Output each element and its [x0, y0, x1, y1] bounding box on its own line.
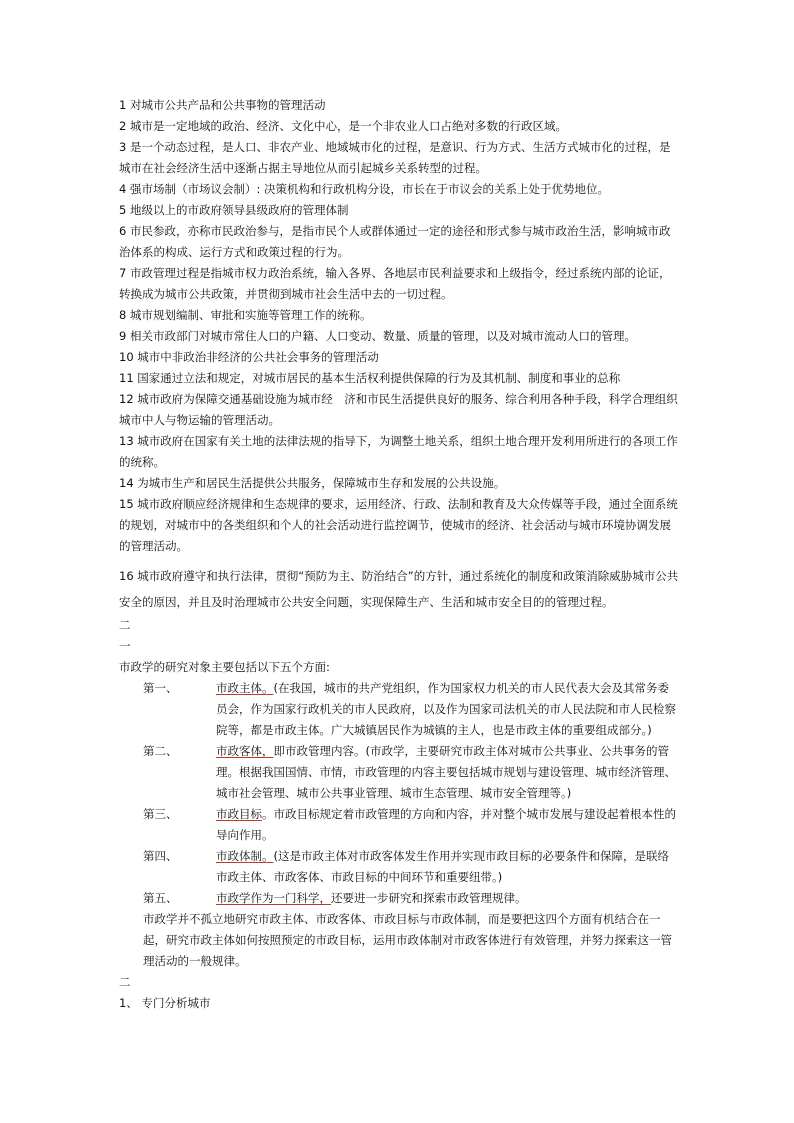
definition-paragraph: 9 相关市政部门对城市常住人口的户籍、人口变动、数量、质量的管理，以及对城市流动人口的管理。 — [119, 329, 636, 343]
definition-paragraph: 4 强市场制（市场议会制）: 决策机构和行政机构分设，市长在于市议会的关系上处于优势地位。 — [119, 182, 609, 196]
definition-paragraph: 15 城市政府顺应经济规律和生态规律的要求，运用经济、行政、法制和教育及大众传媒等手段，通过全面系统的规划，对城市中的各类组织和个人的社会活动进行监控调节，使城市的经济、社会活动与城市环境协调发展的管理活动。 — [119, 497, 678, 553]
item-heading: 市政主体。 — [216, 681, 274, 695]
item-ordinal: 第一、 — [143, 681, 178, 695]
definition-paragraph: 11 国家通过立法和规定，对城市居民的基本生活权利提供保障的行为及其机制、制度和事业的总称 — [119, 371, 621, 385]
definition-paragraph: 7 市政管理过程是指城市权力政治系统，输入各界、各地层市民利益要求和上级指令，经过系统内部的论证，转换成为城市公共政策，并贯彻到城市社会生活中去的一切过程。 — [119, 266, 671, 301]
item-heading: 市政客体， — [216, 744, 274, 758]
definition-paragraph: 1 对城市公共产品和公共事物的管理活动 — [119, 98, 326, 112]
research-objects-intro: 市政学的研究对象主要包括以下五个方面: — [119, 660, 330, 674]
definition-paragraph: 10 城市中非政治非经济的公共社会事务的管理活动 — [119, 350, 379, 364]
item-heading: 市政目标 — [216, 807, 262, 821]
item-description: 还要进一步研究和探索市政管理规律。 — [331, 891, 527, 905]
research-objects-list — [119, 678, 679, 909]
item-description: (在我国，城市的共产党组织，作为国家权力机关的市人民代表大会及其常务委员会，作为国家行政机关的市人民政府，以及作为国家司法机关的市人民法院和市人民检察院等，都是市政主体。广大城镇居民作为城镇的主人，也是市政主体的重要组成部分。) — [216, 681, 676, 737]
item-ordinal: 第四、 — [143, 849, 178, 863]
section-mark: 二 — [119, 975, 130, 989]
definition-paragraph: 3 是一个动态过程，是人口、非农产业、地域城市化的过程，是意识、行为方式、生活方式城市化的过程，是城市在社会经济生活中逐渐占据主导地位从而引起城乡关系转型的过程。 — [119, 140, 671, 175]
definition-paragraph: 2 城市是一定地域的政治、经济、文化中心，是一个非农业人口占绝对多数的行政区域。 — [119, 119, 567, 133]
item-text — [216, 888, 679, 909]
definition-paragraph: 14 为城市生产和居民生活提供公共服务，保障城市生存和发展的公共设施。 — [119, 476, 506, 490]
summary-paragraph: 市政学并不孤立地研究市政主体、市政客体、市政目标与市政体制，而是要把这四个方面有机结合在一起，研究市政主体如何按照预定的市政目标，运用市政体制对市政客体进行有效管理，并努力探索这一管理活动的一般规律。 — [143, 912, 672, 968]
definition-paragraph: 8 城市规划编制、审批和实施等管理工作的统称。 — [119, 308, 372, 322]
definitions-list — [119, 95, 679, 557]
definition-paragraph: 13 城市政府在国家有关土地的法律法规的指导下，为调整土地关系，组织土地合理开发利用所进行的各项工作的统称。 — [119, 434, 678, 469]
research-object-item — [119, 741, 679, 804]
research-object-item — [119, 846, 679, 888]
item-ordinal: 第五、 — [143, 891, 178, 905]
section-mark: 一 — [119, 639, 130, 653]
research-object-item — [119, 678, 679, 741]
item-description: 。市政目标规定着市政管理的方向和内容，并对整个城市发展与建设起着根本性的导向作用。 — [216, 807, 676, 842]
definition-paragraph: 12 城市政府为保障交通基础设施为城市经 济和市民生活提供良好的服务、综合利用各种手段，科学合理组织城市中人与物运输的管理活动。 — [119, 392, 678, 427]
last-line: 1、 专门分析城市 — [119, 996, 211, 1010]
item-heading: 市政学作为一门科学， — [216, 891, 331, 905]
item-text — [216, 741, 679, 804]
document-body — [119, 95, 679, 1014]
item-description: (这是市政主体对市政客体发生作用并实现市政目标的必要条件和保障，是联络市政主体、市政客体、市政目标的中间环节和重要纽带。) — [216, 849, 669, 884]
item-description: 即市政管理内容。(市政学，主要研究市政主体对城市公共事业、公共事务的管理。根据我国国情、市情，市政管理的内容主要包括城市规划与建设管理、城市经济管理、城市社会管理、城市公共事业管理、城市生态管理、城市安全管理等。) — [216, 744, 676, 800]
item-ordinal: 第二、 — [143, 744, 178, 758]
research-object-item — [119, 804, 679, 846]
definition-paragraph: 6 市民参政，亦称市民政治参与，是指市民个人或群体通过一定的途径和形式参与城市政治生活，影响城市政治体系的构成、运行方式和政策过程的行为。 — [119, 224, 671, 259]
section-mark: 二 — [119, 618, 130, 632]
definition-paragraph: 5 地级以上的市政府领导县级政府的管理体制 — [119, 203, 349, 217]
item-heading: 市政体制。 — [216, 849, 274, 863]
research-object-item — [119, 888, 679, 909]
item-text — [216, 846, 679, 888]
item-ordinal: 第三、 — [143, 807, 178, 821]
item-text — [216, 678, 679, 741]
definition-paragraph-16: 16 城市政府遵守和执行法律，贯彻“预防为主、防治结合”的方针，通过系统化的制度和政策消除威胁城市公共安全的原因，并且及时治理城市公共安全问题，实现保障生产、生活和城市安全目的的管理过程。 — [119, 569, 679, 609]
item-text — [216, 804, 679, 846]
